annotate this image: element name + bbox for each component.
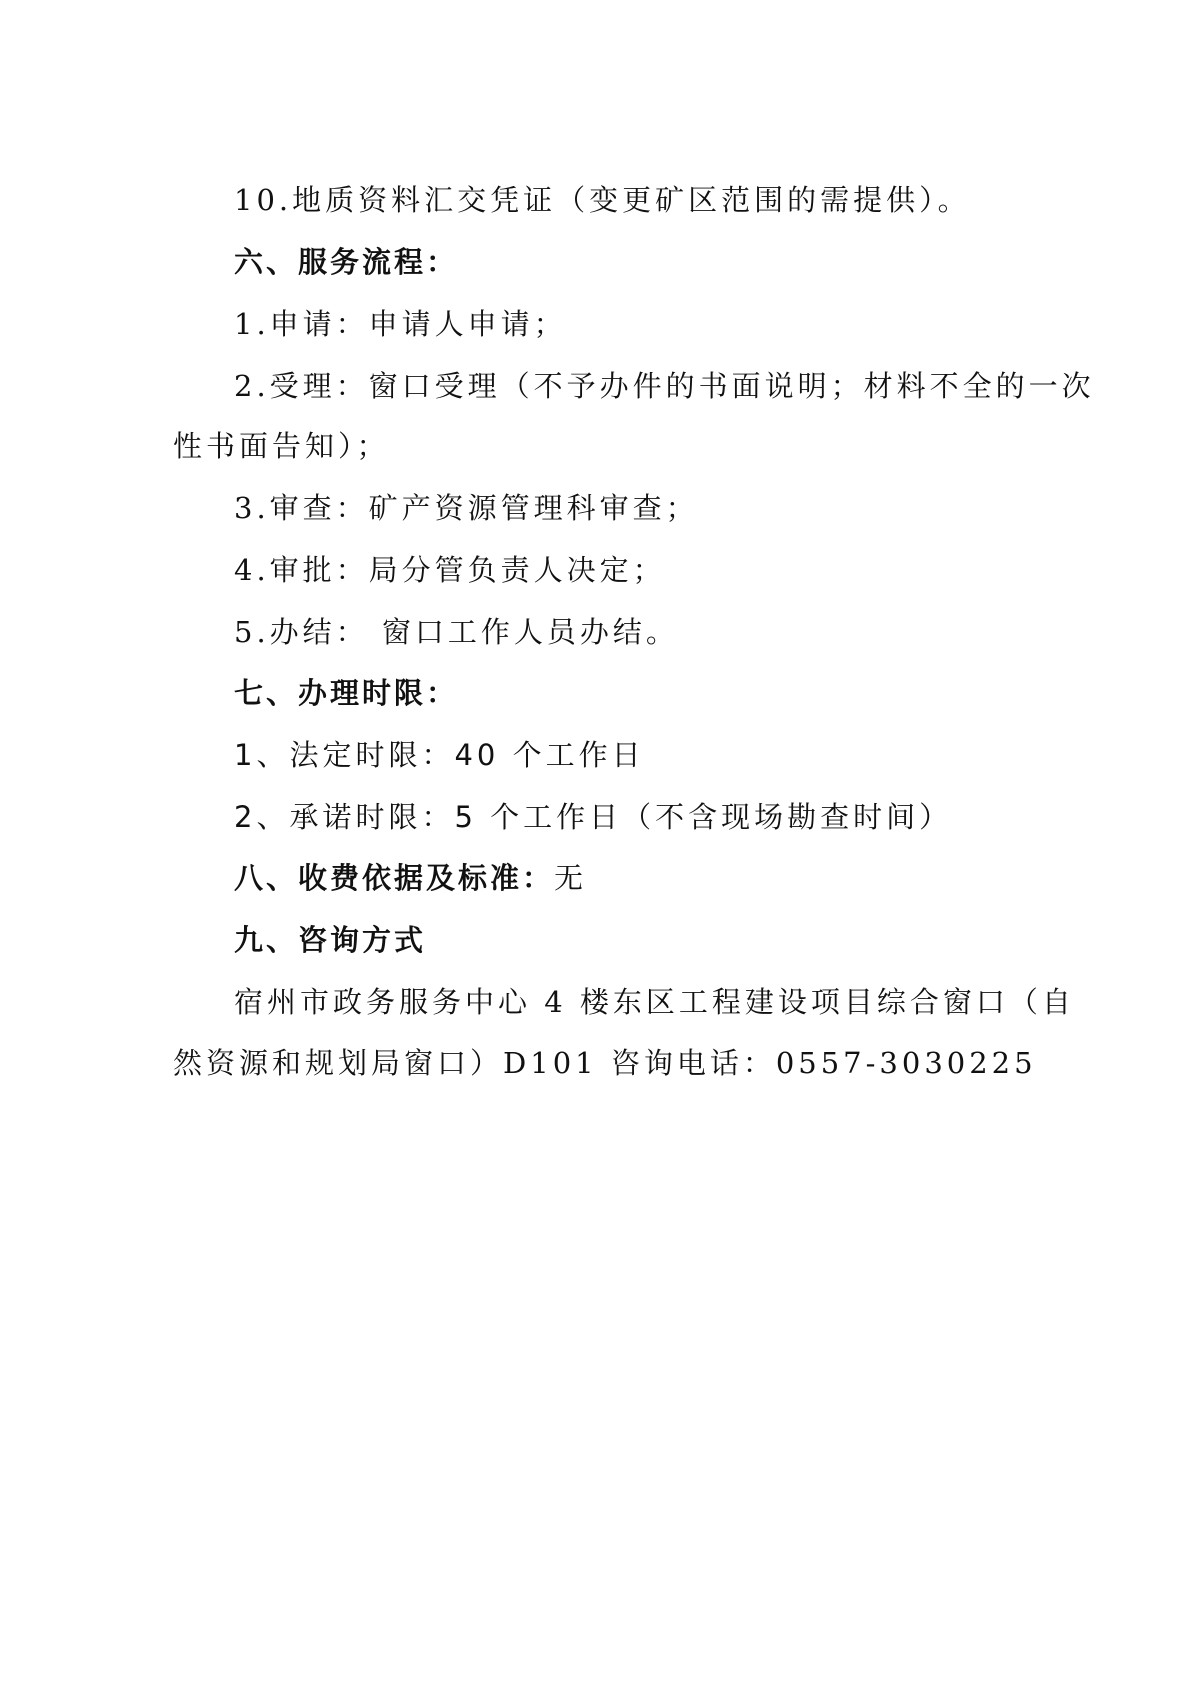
fee-basis-value: 无 (554, 861, 588, 895)
statutory-time-limit: 1、法定时限：40 个工作日 (234, 738, 645, 772)
fee-basis-line (234, 858, 587, 898)
section-heading-time-limit: 七、办理时限： (234, 676, 459, 710)
requirement-item-10: 10.地质资料汇交凭证（变更矿区范围的需提供）。 (234, 183, 971, 217)
section-heading-service-process: 六、服务流程： (234, 245, 459, 279)
process-step-approve: 4.审批：局分管负责人决定； (234, 553, 666, 587)
process-step-accept: 2.受理：窗口受理（不予办件的书面说明；材料不全的一次 (234, 369, 1095, 403)
consultation-address: 宿州市政务服务中心 4 楼东区工程建设项目综合窗口（自 (234, 985, 1075, 1019)
section-heading-consultation: 九、咨询方式 (234, 923, 427, 957)
process-step-review: 3.审查：矿产资源管理科审查； (234, 491, 699, 525)
process-step-accept-continued: 性书面告知）； (173, 429, 390, 463)
section-heading-fee-basis: 八、收费依据及标准： (234, 861, 555, 895)
process-step-apply: 1.申请：申请人申请； (234, 307, 567, 341)
process-step-complete: 5.办结： 窗口工作人员办结。 (234, 615, 679, 649)
promised-time-limit: 2、承诺时限：5 个工作日（不含现场勘查时间） (234, 800, 953, 834)
consultation-address-continued: 然资源和规划局窗口）D101 咨询电话：0557-3030225 (173, 1046, 1037, 1080)
